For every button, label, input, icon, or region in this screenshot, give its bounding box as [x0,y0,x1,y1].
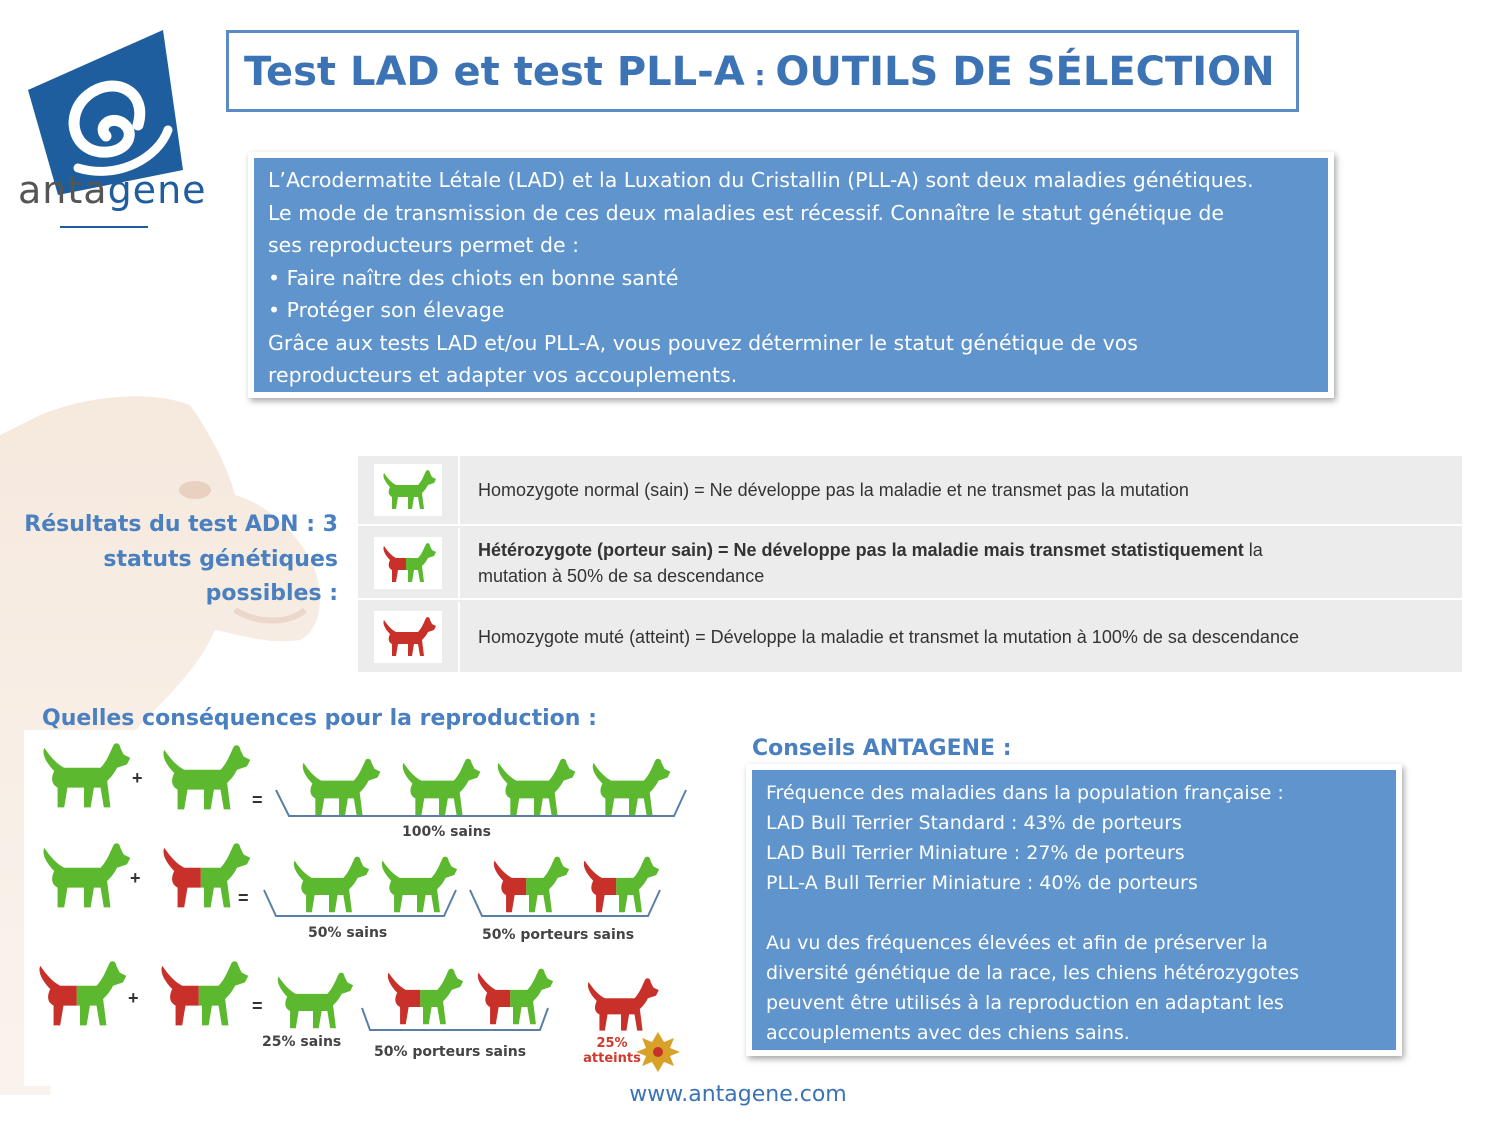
advice-line: PLL-A Bull Terrier Miniature : 40% de porteurs [766,872,1198,894]
affected-label [580,1036,644,1066]
plus-sign: + [128,988,139,1008]
genotype-description: Homozygote normal (sain) = Ne développe pas la maladie et ne transmet pas la mutation [478,480,1189,500]
genotype-description-bold: Hétérozygote (porteur sain) = Ne développe pas la maladie mais transmet statistiquement [478,540,1244,560]
equals-sign: = [252,790,263,810]
affected-label-text: atteints [583,1051,641,1066]
advice-heading: Conseils ANTAGENE : [752,736,1012,761]
title-box [226,30,1299,112]
advice-line: LAD Bull Terrier Standard : 43% de porteurs [766,812,1182,834]
results-heading-line: Résultats du test ADN : 3 [24,512,338,537]
genotype-icon-cell [358,456,460,524]
results-heading-line: possibles : [205,581,338,606]
intro-line: Le mode de transmission de ces deux maladies est récessif. Connaître le statut génétique de [268,200,1225,225]
intro-line: reproducteurs et adapter vos accouplements. [268,363,738,387]
genotype-row-normal [358,456,1462,526]
title-separator: : [744,59,776,92]
genotype-row-affected [358,602,1462,672]
red-dog-icon [374,611,442,663]
breeding-diagram [24,730,704,1086]
plus-sign: + [132,768,143,788]
results-heading [20,508,338,612]
half-red-dog-icon [374,537,442,589]
brand-name-part2: gene [107,168,207,212]
advice-line: accouplements avec des chiens sains. [766,1022,1130,1044]
title-part2: OUTILS DE SÉLECTION [775,49,1275,95]
consequences-diagram [24,730,704,1086]
intro-line: Grâce aux tests LAD et/ou PLL-A, vous pouvez déterminer le statut génétique de vos [268,330,1138,355]
advice-line: Fréquence des maladies dans la population française : [766,782,1284,804]
advice-box [746,764,1402,1056]
genotype-description [460,537,1263,589]
offspring-label: 50% porteurs sains [374,1044,527,1060]
consequences-heading: Quelles conséquences pour la reproduction : [42,706,597,731]
plus-sign: + [130,868,141,888]
genotype-description-rest: la [1243,540,1263,560]
offspring-label: 25% sains [262,1034,342,1050]
offspring-label: 50% porteurs sains [482,927,635,943]
page-title [244,49,1275,95]
advice-line: diversité génétique de la race, les chiens hétérozygotes [766,962,1300,984]
equals-sign: = [238,888,249,908]
intro-box [248,152,1334,398]
offspring-label: 50% sains [308,925,388,941]
intro-bullet: • Faire naître des chiots en bonne santé [268,265,679,290]
brand-underline [60,226,148,228]
intro-line: ses reproducteurs permet de : [268,233,580,257]
website-link[interactable]: www.antagene.com [629,1082,847,1107]
equals-sign: = [252,996,263,1016]
offspring-label: 100% sains [402,824,492,840]
advice-line: Au vu des fréquences élevées et afin de préserver la [766,932,1268,954]
genotype-description-line2: mutation à 50% de sa descendance [478,566,765,586]
genotype-description: Homozygote muté (atteint) = Développe la maladie et transmet la mutation à 100% de sa descendance [478,627,1299,647]
affected-label-percent: 25% [596,1036,628,1051]
genotype-row-carrier [358,528,1462,600]
genotype-icon-cell [358,528,460,598]
genotype-icon-cell [358,602,460,672]
results-heading-line: statuts génétiques [103,546,338,572]
title-part1: Test LAD et test PLL-A [244,49,745,95]
brand-name-part1: anta [18,168,108,212]
brand-wordmark [18,168,207,212]
green-dog-icon [374,464,442,516]
genotype-table [358,456,1462,672]
intro-bullet: • Protéger son élevage [268,298,505,322]
advice-line: LAD Bull Terrier Miniature : 27% de porteurs [766,842,1185,864]
intro-line: L’Acrodermatite Létale (LAD) et la Luxation du Cristallin (PLL-A) sont deux maladies génétiques. [268,168,1254,192]
advice-line: peuvent être utilisés à la reproduction en adaptant les [766,992,1284,1014]
